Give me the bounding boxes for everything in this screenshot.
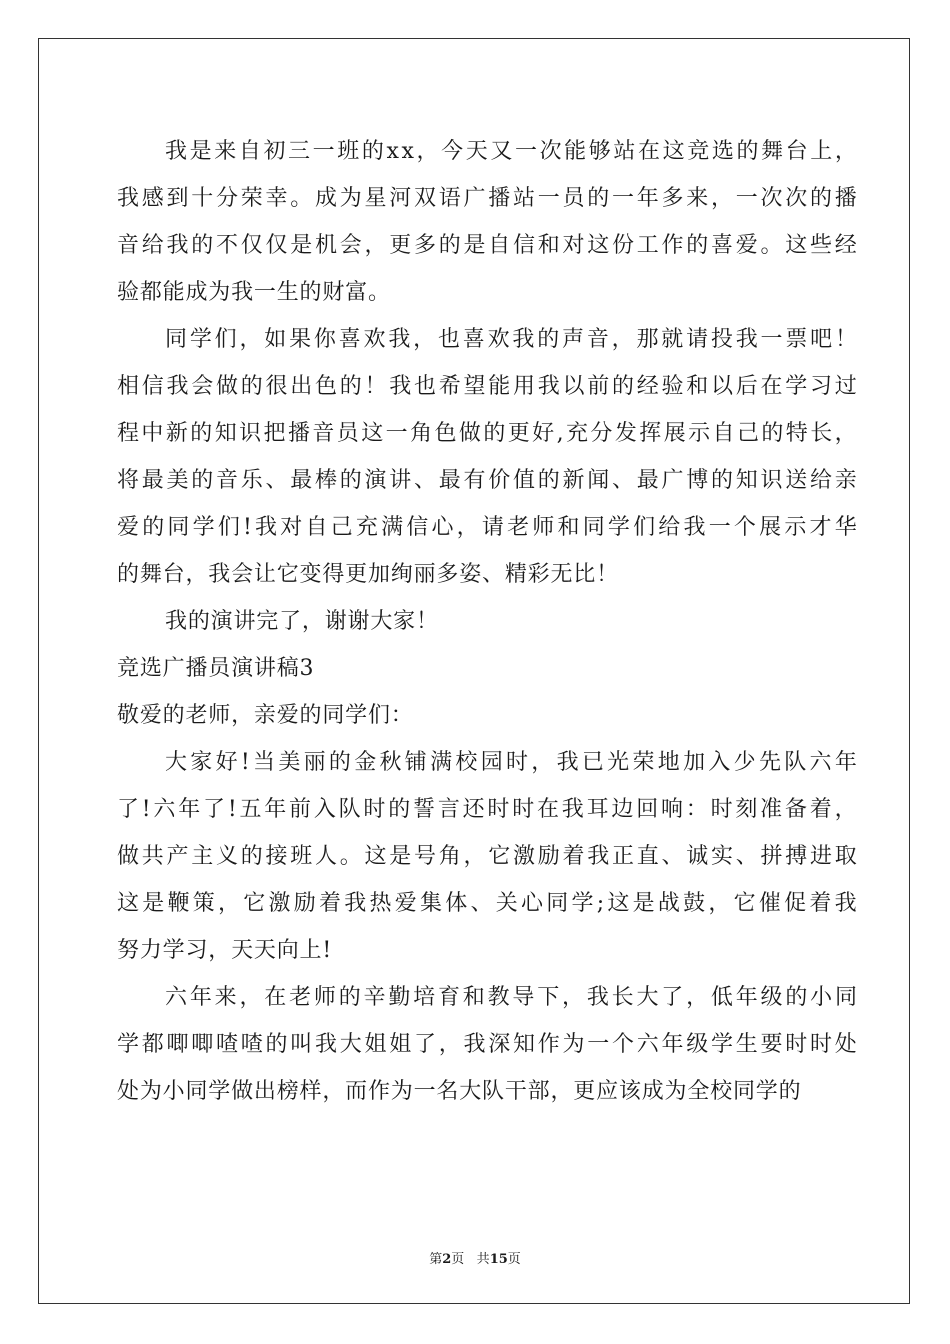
text-line: 处 为 小 同 学 做 出 榜 样 ， 而 作 为 一 名 大 队 干 部 ， 更 应 该 成 为 全 校 同 学 的 [117, 1079, 801, 1104]
page-footer [0, 1248, 950, 1267]
page-current: 2 [442, 1252, 452, 1267]
text-line: 爱 的 同 学 们 ! 我 对 自 己 充 满 信 心 ， 请 老 师 和 同 学 们 给 我 一 个 展 示 才 华 [117, 515, 857, 540]
text-line: 大 家 好 ! 当 美 丽 的 金 秋 铺 满 校 园 时 ， 我 已 光 荣 地 加 入 少 先 队 六 年 [165, 750, 857, 775]
text-line: 我 是 来 自 初 三 一 班 的 x x ， 今 天 又 一 次 能 够 站 在 这 竞 选 的 舞 台 上 ， [165, 139, 857, 164]
page-total: 15 [489, 1252, 508, 1267]
paragraph [117, 645, 857, 692]
text-line: 相 信 我 会 做 的 很 出 色 的 ！ 我 也 希 望 能 用 我 以 前 的 经 验 和 以 后 在 学 习 过 [117, 374, 857, 399]
text-line: 做 共 产 主 义 的 接 班 人 。 这 是 号 角 ， 它 激 励 着 我 正 直 、 诚 实 、 拼 搏 进 取 [117, 844, 857, 869]
total-prefix: 共 [476, 1252, 490, 1267]
paragraph [117, 974, 857, 1115]
paragraph [117, 739, 857, 974]
paragraph [117, 316, 857, 598]
text-line: 的 舞 台 ， 我 会 让 它 变 得 更 加 绚 丽 多 姿 、 精 彩 无 比 ！ [117, 562, 619, 587]
text-line: 这 是 鞭 策 ， 它 激 励 着 我 热 爱 集 体 、 关 心 同 学 ; 这 是 战 鼓 ， 它 催 促 着 我 [117, 891, 857, 916]
paragraph [117, 128, 857, 316]
text-line: 竞 选 广 播 员 演 讲 稿 3 [117, 656, 314, 681]
text-line: 我 的 演 讲 完 了 ， 谢 谢 大 家 ！ [165, 609, 438, 634]
page-suffix: 页 [451, 1252, 465, 1267]
text-line: 同 学 们 ， 如 果 你 喜 欢 我 ， 也 喜 欢 我 的 声 音 ， 那 就 请 投 我 一 票 吧 ！ [165, 327, 857, 352]
text-line: 验 都 能 成 为 我 一 生 的 财 富 。 [117, 280, 390, 305]
total-suffix: 页 [507, 1252, 521, 1267]
text-line: 音 给 我 的 不 仅 仅 是 机 会 ， 更 多 的 是 自 信 和 对 这 份 工 作 的 喜 爱 。 这 些 经 [117, 233, 857, 258]
text-line: 程 中 新 的 知 识 把 播 音 员 这 一 角 色 做 的 更 好 , 充 分 发 挥 展 示 自 己 的 特 长 ， [117, 421, 857, 446]
page-prefix: 第 [429, 1252, 443, 1267]
paragraph [117, 598, 857, 645]
text-line: 了 ! 六 年 了 ! 五 年 前 入 队 时 的 誓 言 还 时 时 在 我 耳 边 回 响 ： 时 刻 准 备 着 ， [117, 797, 857, 822]
text-line: 学 都 唧 唧 喳 喳 的 叫 我 大 姐 姐 了 ， 我 深 知 作 为 一 个 六 年 级 学 生 要 时 时 处 [117, 1032, 857, 1057]
text-line: 六 年 来 ， 在 老 师 的 辛 勤 培 育 和 教 导 下 ， 我 长 大 了 ， 低 年 级 的 小 同 [165, 985, 857, 1010]
document-body [117, 128, 857, 1115]
text-line: 我 感 到 十 分 荣 幸 。 成 为 星 河 双 语 广 播 站 一 员 的 一 年 多 来 ， 一 次 次 的 播 [117, 186, 857, 211]
text-line: 敬 爱 的 老 师 ， 亲 爱 的 同 学 们 ： [117, 703, 413, 728]
paragraph [117, 692, 857, 739]
text-line: 努 力 学 习 ， 天 天 向 上 ! [117, 938, 332, 963]
text-line: 将 最 美 的 音 乐 、 最 棒 的 演 讲 、 最 有 价 值 的 新 闻 、 最 广 博 的 知 识 送 给 亲 [117, 468, 857, 493]
